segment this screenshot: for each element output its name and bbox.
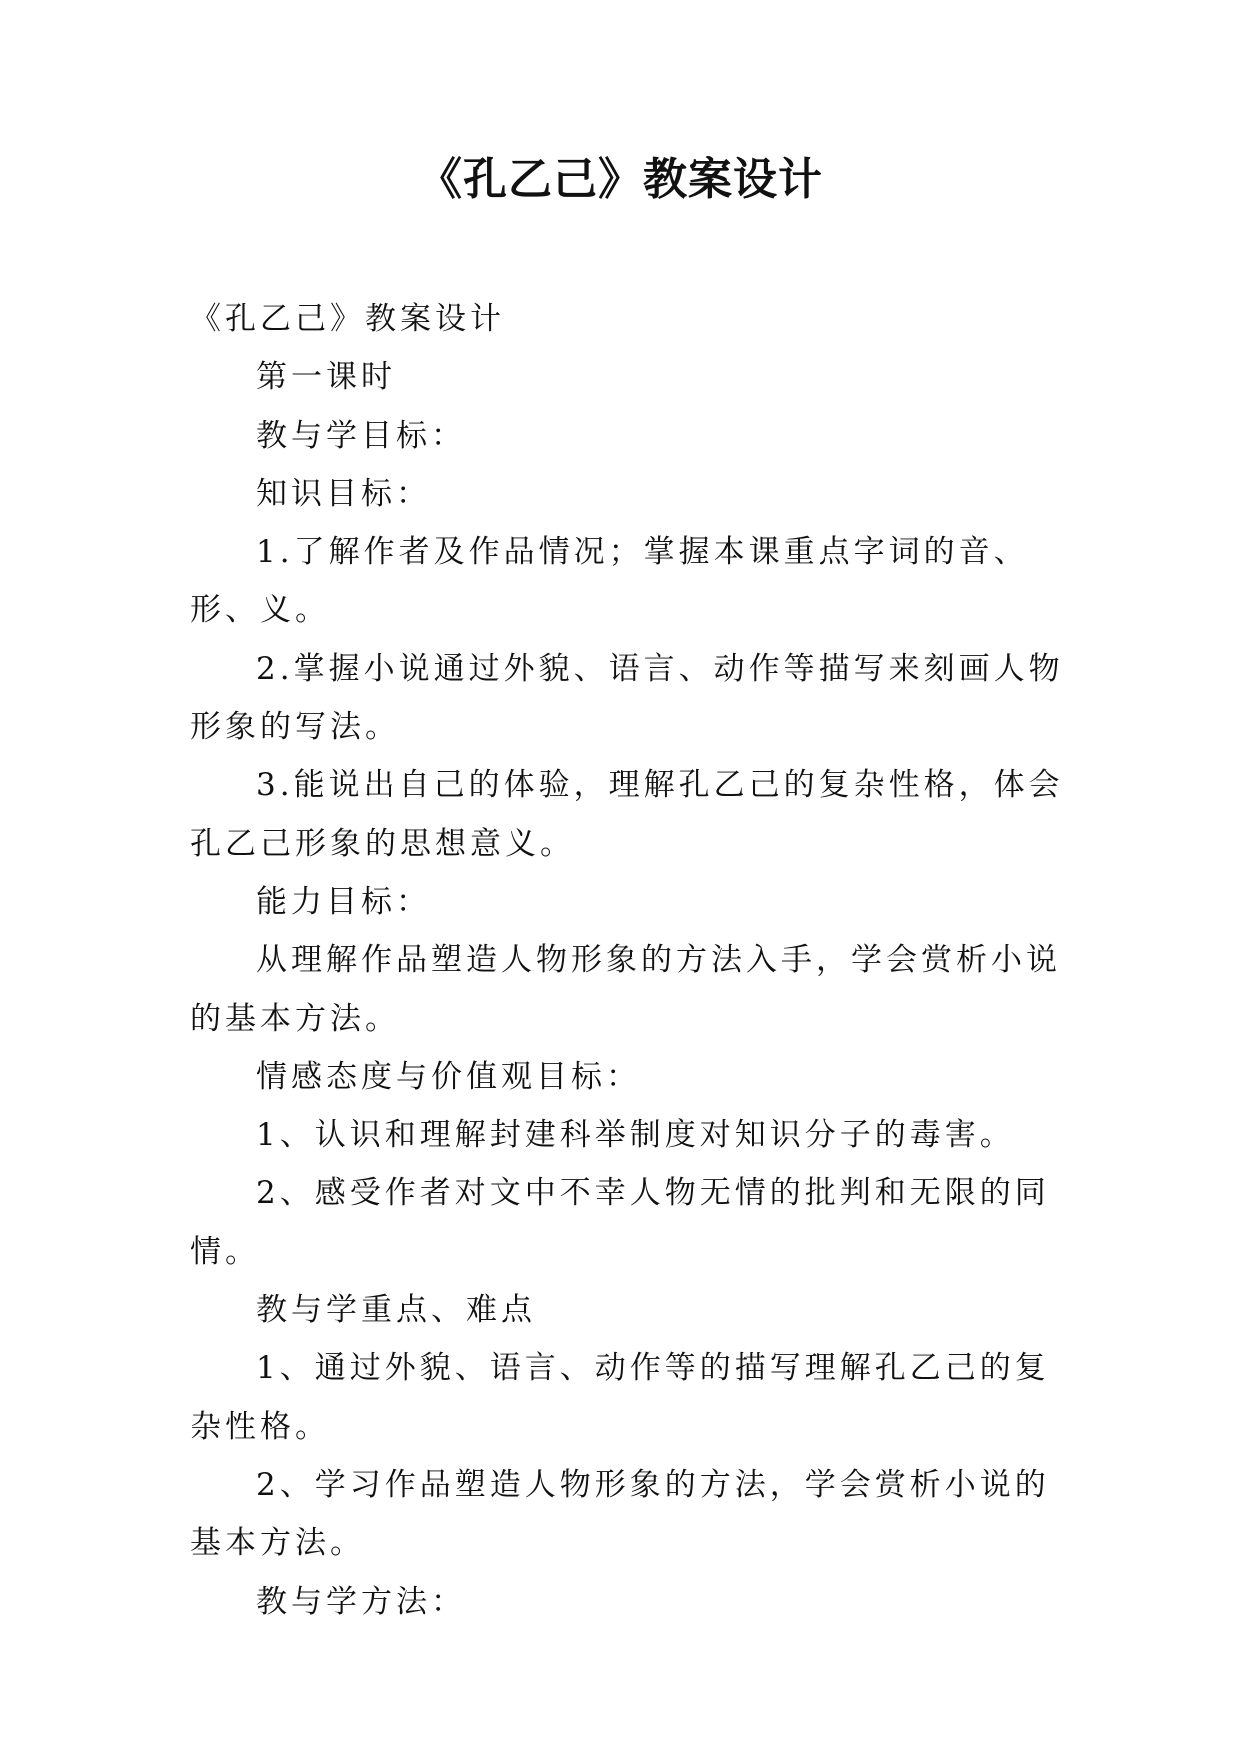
list-item: 1.了解作者及作品情况；掌握本课重点字词的音、形、义。 [190,534,1029,629]
list-item: 2、学习作品塑造人物形象的方法，学会赏析小说的基本方法。 [190,1466,1050,1562]
body-paragraph: 《孔乙己》教案设计 [190,301,505,337]
list-item: 3.能说出自己的体验，理解孔乙己的复杂性格，体会孔乙己形象的思想意义。 [190,767,1064,862]
section-heading-lesson: 第一课时 [256,359,396,396]
body-paragraph: 从理解作品塑造人物形象的方法入手，学会赏析小说的基本方法。 [190,942,1061,1037]
document-body [190,290,1070,1631]
list-item: 2、感受作者对文中不幸人物无情的批判和无限的同情。 [190,1175,1050,1270]
section-heading-methods: 教与学方法： [256,1583,466,1620]
list-item: 1、认识和理解封建科举制度对知识分子的毒害。 [256,1117,1015,1154]
section-heading-key-points: 教与学重点、难点 [256,1292,536,1329]
subheading-ability: 能力目标： [256,883,431,920]
list-item: 2.掌握小说通过外貌、语言、动作等描写来刻画人物形象的写法。 [190,650,1064,746]
subheading-knowledge: 知识目标： [256,475,431,512]
list-item: 1、通过外貌、语言、动作等的描写理解孔乙己的复杂性格。 [190,1350,1050,1445]
section-heading-objectives: 教与学目标： [256,417,466,454]
subheading-attitude: 情感态度与价值观目标： [256,1058,641,1095]
document-title: 《孔乙己》教案设计 [418,154,823,205]
